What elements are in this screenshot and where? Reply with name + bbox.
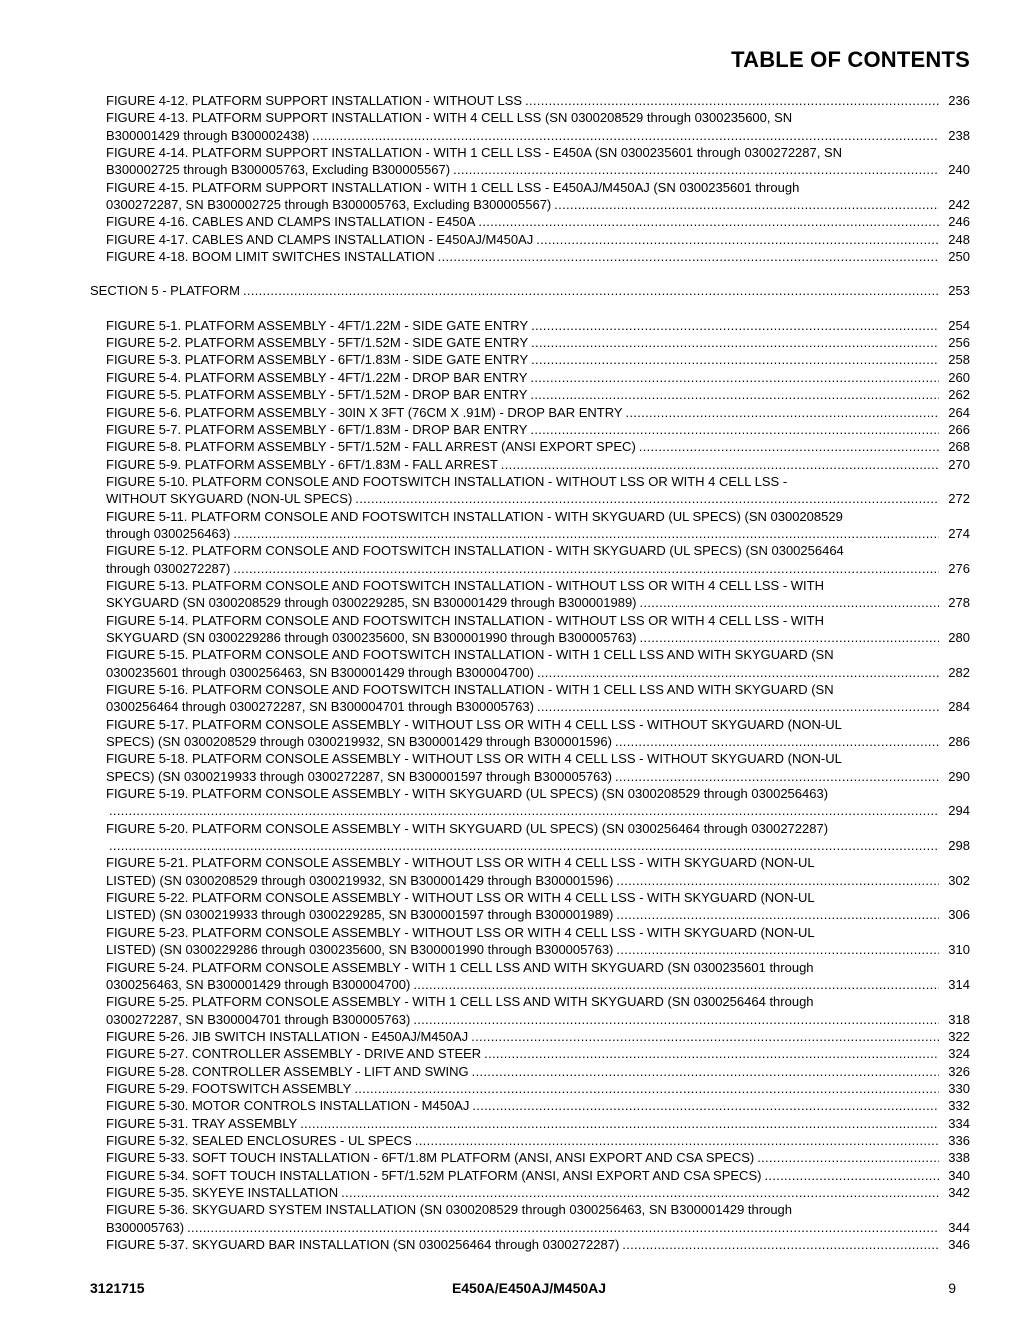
toc-page-number: 246 bbox=[948, 214, 970, 230]
dot-leader bbox=[413, 976, 939, 993]
toc-figure-entry[interactable] bbox=[90, 1063, 970, 1080]
toc-figure-entry[interactable] bbox=[90, 750, 970, 785]
dot-leader bbox=[622, 1236, 939, 1253]
toc-figure-entry[interactable] bbox=[90, 179, 970, 214]
toc-entry-title: FIGURE 5-16. PLATFORM CONSOLE AND FOOTSWITCH INSTALLATION - WITH 1 CELL LSS AND WITH SKYGUARD (SN bbox=[106, 682, 834, 697]
toc-page-number: 238 bbox=[948, 127, 970, 143]
model-name: E450A/E450AJ/M450AJ bbox=[451, 1280, 607, 1296]
toc-figure-entry[interactable] bbox=[90, 438, 970, 455]
toc-entry-title: FIGURE 5-31. TRAY ASSEMBLY bbox=[106, 1115, 298, 1131]
toc-page-number: 270 bbox=[948, 456, 970, 472]
toc-figure-entry[interactable] bbox=[90, 716, 970, 751]
dot-leader bbox=[530, 369, 939, 386]
dot-leader bbox=[554, 196, 939, 213]
toc-page-number: 338 bbox=[948, 1150, 970, 1166]
toc-figure-entry[interactable] bbox=[90, 959, 970, 994]
toc-figure-entry[interactable] bbox=[90, 1080, 970, 1097]
toc-figure-entry[interactable] bbox=[90, 213, 970, 230]
toc-page-number: 322 bbox=[948, 1028, 970, 1044]
toc-figure-entry[interactable] bbox=[90, 1236, 970, 1253]
dot-leader bbox=[640, 594, 939, 611]
toc-entry-title: 0300272287, SN B300002725 through B300005763, Excluding B300005567) bbox=[106, 197, 552, 213]
dot-leader bbox=[453, 161, 939, 178]
toc-figure-entry[interactable] bbox=[90, 820, 970, 855]
toc-entry-title: 0300256464 through 0300272287, SN B300004701 through B300005763) bbox=[106, 699, 534, 715]
toc-entry-title: SPECS) (SN 0300219933 through 0300272287, SN B300001597 through B300005763) bbox=[106, 768, 612, 784]
dot-leader bbox=[530, 421, 939, 438]
toc-entry-title: FIGURE 5-22. PLATFORM CONSOLE ASSEMBLY - WITHOUT LSS OR WITH 4 CELL LSS - WITH SKYGUARD (NON-UL bbox=[106, 890, 815, 906]
toc-page-number: 266 bbox=[948, 421, 970, 437]
dot-leader bbox=[764, 1167, 939, 1184]
toc-entry-title: B300002725 through B300005763, Excluding B300005567) bbox=[106, 162, 451, 178]
dot-leader bbox=[472, 1097, 939, 1114]
toc-entry-title: through 0300256463) bbox=[106, 525, 231, 541]
table-of-contents bbox=[90, 92, 970, 1253]
toc-entry-title: FIGURE 5-36. SKYGUARD SYSTEM INSTALLATION (SN 0300208529 through 0300256463, SN B300001429 through bbox=[106, 1202, 793, 1218]
dot-leader bbox=[531, 334, 939, 351]
dot-leader bbox=[640, 629, 939, 646]
dot-leader bbox=[233, 560, 939, 577]
toc-page-number: 306 bbox=[948, 907, 970, 923]
dot-leader bbox=[531, 351, 939, 368]
toc-page-number: 334 bbox=[948, 1115, 970, 1131]
toc-page-number: 264 bbox=[948, 404, 970, 420]
toc-figure-entry[interactable] bbox=[90, 369, 970, 386]
toc-entry-title: FIGURE 5-35. SKYEYE INSTALLATION bbox=[106, 1184, 339, 1200]
toc-entry-title: FIGURE 5-4. PLATFORM ASSEMBLY - 4FT/1.22M - DROP BAR ENTRY bbox=[106, 369, 528, 385]
toc-entry-title: WITHOUT SKYGUARD (NON-UL SPECS) bbox=[106, 491, 353, 507]
toc-entry-title: FIGURE 4-13. PLATFORM SUPPORT INSTALLATION - WITH 4 CELL LSS (SN 0300208529 through 0300235600, SN bbox=[106, 110, 793, 126]
toc-page-number: 236 bbox=[948, 93, 970, 108]
toc-figure-entry[interactable] bbox=[90, 317, 970, 334]
toc-page-number: 284 bbox=[948, 699, 970, 715]
dot-leader bbox=[626, 404, 939, 421]
document-number: 3121715 bbox=[90, 1280, 145, 1296]
toc-entry-title: 0300256463, SN B300001429 through B300004700) bbox=[106, 976, 411, 992]
toc-figure-entry[interactable] bbox=[90, 248, 970, 265]
toc-figure-entry[interactable] bbox=[90, 612, 970, 647]
toc-page-number: 240 bbox=[948, 162, 970, 178]
toc-figure-entry[interactable] bbox=[90, 351, 970, 368]
dot-leader bbox=[341, 1184, 939, 1201]
dot-leader bbox=[501, 456, 939, 473]
toc-entry-title: FIGURE 5-27. CONTROLLER ASSEMBLY - DRIVE AND STEER bbox=[106, 1046, 482, 1062]
toc-entry-title: FIGURE 5-19. PLATFORM CONSOLE ASSEMBLY - WITH SKYGUARD (UL SPECS) (SN 0300208529 through 0300256463) bbox=[106, 786, 829, 802]
dot-leader bbox=[413, 1011, 939, 1028]
dot-leader bbox=[531, 317, 939, 334]
toc-entry-title: through 0300272287) bbox=[106, 560, 231, 576]
toc-entry-title: 0300272287, SN B300004701 through B300005763) bbox=[106, 1011, 411, 1027]
toc-figure-entry[interactable] bbox=[90, 508, 970, 543]
dot-leader bbox=[537, 698, 939, 715]
toc-page-number: 254 bbox=[948, 317, 970, 333]
dot-leader bbox=[484, 1045, 939, 1062]
toc-entry-title: SPECS) (SN 0300208529 through 0300219932, SN B300001429 through B300001596) bbox=[106, 734, 612, 750]
toc-page-number: 344 bbox=[948, 1219, 970, 1235]
dot-leader bbox=[354, 1080, 939, 1097]
dot-leader bbox=[471, 1028, 939, 1045]
dot-leader bbox=[537, 664, 939, 681]
toc-figure-entry[interactable] bbox=[90, 1184, 970, 1201]
toc-entry-title: FIGURE 5-28. CONTROLLER ASSEMBLY - LIFT AND SWING bbox=[106, 1063, 469, 1079]
toc-figure-entry[interactable] bbox=[90, 231, 970, 248]
toc-entry-title: FIGURE 4-16. CABLES AND CLAMPS INSTALLATION - E450A bbox=[106, 214, 476, 230]
toc-page-number: 342 bbox=[948, 1184, 970, 1200]
toc-entry-title: FIGURE 5-7. PLATFORM ASSEMBLY - 6FT/1.83M - DROP BAR ENTRY bbox=[106, 421, 528, 437]
toc-entry-title: FIGURE 4-15. PLATFORM SUPPORT INSTALLATION - WITH 1 CELL LSS - E450AJ/M450AJ (SN 0300235601 through bbox=[106, 179, 800, 195]
toc-page-number: 260 bbox=[948, 369, 970, 385]
toc-page-number: 276 bbox=[948, 560, 970, 576]
toc-figure-entry[interactable] bbox=[90, 1167, 970, 1184]
toc-entry-title: FIGURE 4-14. PLATFORM SUPPORT INSTALLATION - WITH 1 CELL LSS - E450A (SN 0300235601 through 0300272287, SN bbox=[106, 145, 843, 161]
dot-leader bbox=[355, 490, 939, 507]
toc-figure-entry[interactable] bbox=[90, 109, 970, 144]
dot-leader bbox=[530, 386, 939, 403]
dot-leader bbox=[109, 837, 939, 854]
toc-figure-entry[interactable] bbox=[90, 1115, 970, 1132]
toc-entry-title: FIGURE 4-17. CABLES AND CLAMPS INSTALLATION - E450AJ/M450AJ bbox=[106, 231, 534, 247]
toc-entry-title: FIGURE 5-2. PLATFORM ASSEMBLY - 5FT/1.52M - SIDE GATE ENTRY bbox=[106, 335, 529, 351]
toc-figure-entry[interactable] bbox=[90, 404, 970, 421]
toc-entry-title: FIGURE 5-21. PLATFORM CONSOLE ASSEMBLY - WITHOUT LSS OR WITH 4 CELL LSS - WITH SKYGUARD (NON-UL bbox=[106, 855, 815, 871]
toc-entry-title: FIGURE 5-32. SEALED ENCLOSURES - UL SPECS bbox=[106, 1132, 412, 1148]
toc-entry-title: SECTION 5 - PLATFORM bbox=[90, 283, 240, 299]
toc-page-number: 250 bbox=[948, 249, 970, 265]
page-footer bbox=[90, 1280, 968, 1300]
dot-leader bbox=[415, 1132, 939, 1149]
dot-leader bbox=[615, 733, 939, 750]
toc-entry-title: FIGURE 5-30. MOTOR CONTROLS INSTALLATION - M450AJ bbox=[106, 1098, 470, 1114]
toc-entry-title: LISTED) (SN 0300219933 through 0300229285, SN B300001597 through B300001989) bbox=[106, 907, 614, 923]
toc-figure-entry[interactable] bbox=[90, 1028, 970, 1045]
toc-page-number: 346 bbox=[948, 1237, 970, 1252]
toc-page-number: 258 bbox=[948, 352, 970, 368]
toc-figure-entry[interactable] bbox=[90, 577, 970, 612]
toc-figure-entry[interactable] bbox=[90, 785, 970, 820]
dot-leader bbox=[525, 92, 939, 109]
toc-entry-title: FIGURE 5-8. PLATFORM ASSEMBLY - 5FT/1.52M - FALL ARREST (ANSI EXPORT SPEC) bbox=[106, 439, 636, 455]
toc-entry-title: FIGURE 5-9. PLATFORM ASSEMBLY - 6FT/1.83M - FALL ARREST bbox=[106, 456, 498, 472]
toc-figure-entry[interactable] bbox=[90, 334, 970, 351]
toc-figure-entry[interactable] bbox=[90, 1045, 970, 1062]
toc-figure-entry[interactable] bbox=[90, 421, 970, 438]
dot-leader bbox=[233, 525, 939, 542]
toc-figure-entry[interactable] bbox=[90, 473, 970, 508]
toc-entry-title: FIGURE 5-37. SKYGUARD BAR INSTALLATION (SN 0300256464 through 0300272287) bbox=[106, 1237, 620, 1252]
dot-leader bbox=[478, 213, 939, 230]
toc-page-number: 274 bbox=[948, 525, 970, 541]
toc-entry-title: 0300235601 through 0300256463, SN B300001429 through B300004700) bbox=[106, 664, 534, 680]
toc-entry-title: FIGURE 5-6. PLATFORM ASSEMBLY - 30IN X 3FT (76CM X .91M) - DROP BAR ENTRY bbox=[106, 404, 623, 420]
toc-entry-title: FIGURE 5-26. JIB SWITCH INSTALLATION - E450AJ/M450AJ bbox=[106, 1028, 469, 1044]
toc-entry-title: FIGURE 4-12. PLATFORM SUPPORT INSTALLATION - WITHOUT LSS bbox=[106, 93, 523, 108]
toc-figure-entry[interactable] bbox=[90, 993, 970, 1028]
toc-entry-title: FIGURE 5-14. PLATFORM CONSOLE AND FOOTSWITCH INSTALLATION - WITHOUT LSS OR WITH 4 CELL LSS - WITH bbox=[106, 612, 824, 628]
toc-figure-entry[interactable] bbox=[90, 1132, 970, 1149]
toc-entry-title: SKYGUARD (SN 0300208529 through 0300229285, SN B300001429 through B300001989) bbox=[106, 595, 637, 611]
toc-entry-title: FIGURE 5-12. PLATFORM CONSOLE AND FOOTSWITCH INSTALLATION - WITH SKYGUARD (UL SPECS) (SN 0300256464 bbox=[106, 543, 844, 559]
toc-page-number: 294 bbox=[948, 803, 970, 819]
page-number: 9 bbox=[948, 1280, 956, 1296]
toc-entry-title: FIGURE 5-20. PLATFORM CONSOLE ASSEMBLY - WITH SKYGUARD (UL SPECS) (SN 0300256464 through 0300272287) bbox=[106, 820, 829, 836]
toc-entry-title: FIGURE 5-3. PLATFORM ASSEMBLY - 6FT/1.83M - SIDE GATE ENTRY bbox=[106, 352, 529, 368]
toc-figure-entry[interactable] bbox=[90, 854, 970, 889]
toc-figure-entry[interactable] bbox=[90, 646, 970, 681]
toc-page-number: 268 bbox=[948, 439, 970, 455]
toc-entry-title: SKYGUARD (SN 0300229286 through 0300235600, SN B300001990 through B300005763) bbox=[106, 629, 637, 645]
dot-leader bbox=[187, 1219, 939, 1236]
toc-section-entry[interactable] bbox=[90, 282, 970, 299]
toc-page-number: 253 bbox=[948, 283, 970, 299]
toc-page-number: 324 bbox=[948, 1046, 970, 1062]
toc-page-number: 280 bbox=[948, 629, 970, 645]
toc-entry-title: B300001429 through B300002438) bbox=[106, 127, 310, 143]
toc-figure-entry[interactable] bbox=[90, 1149, 970, 1166]
dot-leader bbox=[639, 438, 939, 455]
dot-leader bbox=[536, 231, 939, 248]
toc-page-number: 298 bbox=[948, 838, 970, 854]
toc-entry-title: FIGURE 5-11. PLATFORM CONSOLE AND FOOTSWITCH INSTALLATION - WITH SKYGUARD (UL SPECS) (SN 0300208529 bbox=[106, 508, 843, 524]
toc-entry-title: B300005763) bbox=[106, 1219, 185, 1235]
toc-entry-title: FIGURE 5-17. PLATFORM CONSOLE ASSEMBLY - WITHOUT LSS OR WITH 4 CELL LSS - WITHOUT SKYGUARD (NON-UL bbox=[106, 716, 842, 732]
dot-leader bbox=[757, 1149, 939, 1166]
toc-page-number: 314 bbox=[948, 976, 970, 992]
toc-page-number: 326 bbox=[948, 1063, 970, 1079]
toc-figure-entry[interactable] bbox=[90, 92, 970, 109]
toc-figure-entry[interactable] bbox=[90, 542, 970, 577]
toc-page-number: 290 bbox=[948, 768, 970, 784]
toc-page-number: 242 bbox=[948, 197, 970, 213]
dot-leader bbox=[616, 941, 939, 958]
dot-leader bbox=[109, 802, 939, 819]
toc-page-number: 256 bbox=[948, 335, 970, 351]
toc-page-number: 282 bbox=[948, 664, 970, 680]
toc-entry-title: FIGURE 5-1. PLATFORM ASSEMBLY - 4FT/1.22M - SIDE GATE ENTRY bbox=[106, 317, 529, 333]
toc-page-number: 318 bbox=[948, 1011, 970, 1027]
toc-page-number: 332 bbox=[948, 1098, 970, 1114]
toc-entry-title: FIGURE 5-25. PLATFORM CONSOLE ASSEMBLY - WITH 1 CELL LSS AND WITH SKYGUARD (SN 0300256464 through bbox=[106, 994, 814, 1010]
toc-page-number: 272 bbox=[948, 491, 970, 507]
toc-figure-entry[interactable] bbox=[90, 1201, 970, 1236]
toc-page-number: 302 bbox=[948, 872, 970, 888]
toc-page-number: 340 bbox=[948, 1167, 970, 1183]
toc-entry-title: FIGURE 5-5. PLATFORM ASSEMBLY - 5FT/1.52M - DROP BAR ENTRY bbox=[106, 387, 528, 403]
toc-page-number: 262 bbox=[948, 387, 970, 403]
toc-figure-entry[interactable] bbox=[90, 889, 970, 924]
toc-page-number: 310 bbox=[948, 942, 970, 958]
toc-page-number: 278 bbox=[948, 595, 970, 611]
toc-figure-entry[interactable] bbox=[90, 1097, 970, 1114]
toc-entry-title: FIGURE 5-18. PLATFORM CONSOLE ASSEMBLY - WITHOUT LSS OR WITH 4 CELL LSS - WITHOUT SKYGUARD (NON-UL bbox=[106, 751, 842, 767]
toc-figure-entry[interactable] bbox=[90, 386, 970, 403]
toc-entry-title: FIGURE 5-33. SOFT TOUCH INSTALLATION - 6FT/1.8M PLATFORM (ANSI, ANSI EXPORT AND CSA SPECS) bbox=[106, 1150, 755, 1166]
page-heading: TABLE OF CONTENTS bbox=[731, 47, 970, 72]
toc-entry-title: FIGURE 5-29. FOOTSWITCH ASSEMBLY bbox=[106, 1080, 352, 1096]
toc-figure-entry[interactable] bbox=[90, 924, 970, 959]
toc-entry-title: FIGURE 5-24. PLATFORM CONSOLE ASSEMBLY - WITH 1 CELL LSS AND WITH SKYGUARD (SN 0300235601 through bbox=[106, 959, 814, 975]
toc-entry-title: FIGURE 5-10. PLATFORM CONSOLE AND FOOTSWITCH INSTALLATION - WITHOUT LSS OR WITH 4 CELL LSS - bbox=[106, 473, 788, 489]
toc-entry-title: FIGURE 5-13. PLATFORM CONSOLE AND FOOTSWITCH INSTALLATION - WITHOUT LSS OR WITH 4 CELL LSS - WITH bbox=[106, 577, 824, 593]
toc-page-number: 286 bbox=[948, 734, 970, 750]
toc-entry-title: FIGURE 5-23. PLATFORM CONSOLE ASSEMBLY - WITHOUT LSS OR WITH 4 CELL LSS - WITH SKYGUARD (NON-UL bbox=[106, 924, 815, 940]
dot-leader bbox=[472, 1063, 939, 1080]
toc-figure-entry[interactable] bbox=[90, 456, 970, 473]
dot-leader bbox=[312, 127, 939, 144]
dot-leader bbox=[615, 768, 939, 785]
dot-leader bbox=[438, 248, 939, 265]
toc-page-number: 336 bbox=[948, 1132, 970, 1148]
toc-entry-title: FIGURE 5-34. SOFT TOUCH INSTALLATION - 5FT/1.52M PLATFORM (ANSI, ANSI EXPORT AND CSA SPECS) bbox=[106, 1167, 762, 1183]
toc-entry-title: FIGURE 5-15. PLATFORM CONSOLE AND FOOTSWITCH INSTALLATION - WITH 1 CELL LSS AND WITH SKYGUARD (SN bbox=[106, 647, 834, 663]
toc-entry-title: FIGURE 4-18. BOOM LIMIT SWITCHES INSTALLATION bbox=[106, 249, 435, 265]
dot-leader bbox=[616, 872, 939, 889]
toc-page-number: 330 bbox=[948, 1080, 970, 1096]
toc-entry-title: LISTED) (SN 0300208529 through 0300219932, SN B300001429 through B300001596) bbox=[106, 872, 614, 888]
dot-leader bbox=[243, 282, 939, 299]
dot-leader bbox=[616, 906, 939, 923]
toc-figure-entry[interactable] bbox=[90, 681, 970, 716]
dot-leader bbox=[300, 1115, 939, 1132]
toc-figure-entry[interactable] bbox=[90, 144, 970, 179]
toc-page-number: 248 bbox=[948, 231, 970, 247]
toc-entry-title: LISTED) (SN 0300229286 through 0300235600, SN B300001990 through B300005763) bbox=[106, 942, 614, 958]
